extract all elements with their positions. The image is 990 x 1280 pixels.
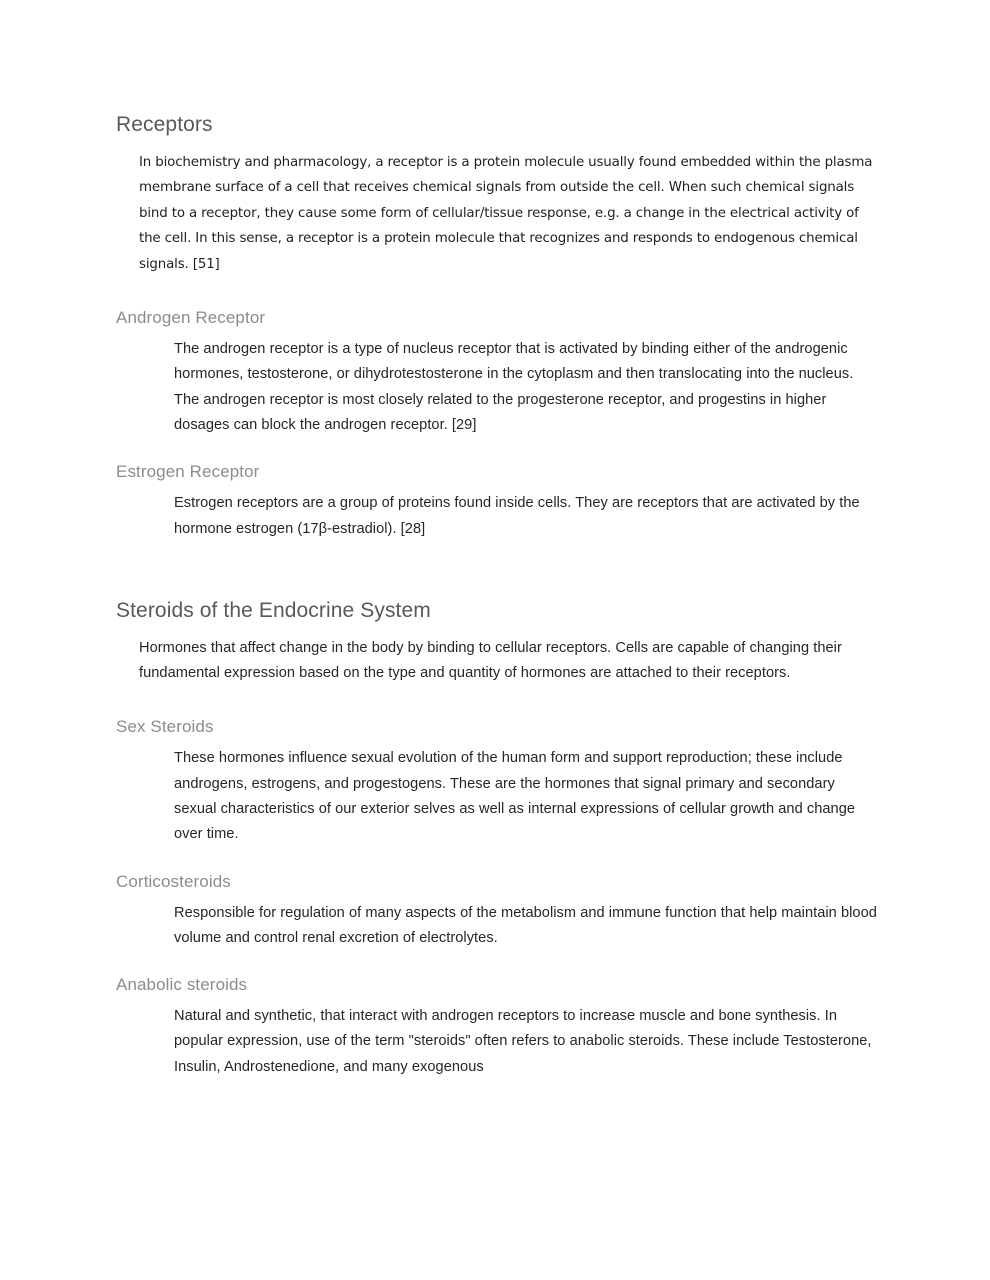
paragraph-anabolic-steroids: Natural and synthetic, that interact with androgen receptors to increase muscle and bone synthesis. In popular expression, use of the term "steroids" often refers to anabolic steroids. These include Testosterone, Insulin, Androstenedione, and many exogenous bbox=[174, 1008, 872, 1075]
paragraph-corticosteroids-wrapper bbox=[174, 901, 878, 952]
heading-androgen-receptor: Androgen Receptor bbox=[116, 308, 266, 328]
paragraph-steroids-endocrine-system-wrapper bbox=[139, 636, 879, 687]
subsection-corticosteroids bbox=[116, 871, 878, 952]
paragraph-anabolic-steroids-wrapper bbox=[174, 1004, 878, 1080]
heading-estrogen-receptor: Estrogen Receptor bbox=[116, 462, 260, 482]
paragraph-androgen-receptor-wrapper bbox=[174, 337, 878, 438]
section-receptors bbox=[116, 112, 878, 542]
paragraph-receptors-wrapper bbox=[139, 150, 879, 277]
paragraph-sex-steroids-wrapper bbox=[174, 746, 878, 847]
paragraph-corticosteroids: Responsible for regulation of many aspects of the metabolism and immune function that help maintain blood volume and control renal excretion of electrolytes. bbox=[174, 904, 877, 946]
paragraph-sex-steroids: These hormones influence sexual evolution of the human form and support reproduction; these include androgens, estrogens, and progestogens. These are the hormones that signal primary and secondary sexual characteristics of our exterior selves as well as internal expressions of cellular growth and change over time. bbox=[174, 750, 856, 843]
heading-corticosteroids: Corticosteroids bbox=[116, 871, 231, 891]
paragraph-receptors: In biochemistry and pharmacology, a receptor is a protein molecule usually found embedded within the plasma membrane surface of a cell that receives chemical signals from outside the cell. When such chemical signals bind to a receptor, they cause some form of cellular/tissue response, e.g. a change in the electrical activity of the cell. In this sense, a receptor is a protein molecule that recognizes and responds to endogenous chemical signals. [51] bbox=[139, 155, 873, 272]
section-steroids-endocrine-system bbox=[116, 598, 878, 1080]
subsection-anabolic-steroids bbox=[116, 974, 878, 1080]
subsection-androgen-receptor bbox=[116, 307, 878, 438]
paragraph-steroids-endocrine-system: Hormones that affect change in the body by binding to cellular receptors. Cells are capable of changing their fundamental expression based on the type and quantity of hormones are attached to their receptors. bbox=[139, 639, 842, 682]
document-body bbox=[116, 112, 878, 1080]
heading-anabolic-steroids: Anabolic steroids bbox=[116, 975, 248, 995]
heading-sex-steroids: Sex Steroids bbox=[116, 717, 214, 737]
heading-receptors: Receptors bbox=[116, 113, 213, 136]
subsection-estrogen-receptor bbox=[116, 461, 878, 542]
subsection-sex-steroids bbox=[116, 716, 878, 847]
heading-steroids-endocrine-system: Steroids of the Endocrine System bbox=[116, 598, 431, 622]
paragraph-estrogen-receptor-wrapper bbox=[174, 491, 878, 542]
paragraph-estrogen-receptor: Estrogen receptors are a group of proteins found inside cells. They are receptors that are activated by the hormone estrogen (17β-estradiol). [28] bbox=[174, 495, 860, 537]
paragraph-androgen-receptor: The androgen receptor is a type of nucleus receptor that is activated by binding either of the androgenic hormones, testosterone, or dihydrotestosterone in the cytoplasm and then translocating into the nucleus. The androgen receptor is most closely related to the progesterone receptor, and progestins in higher dosages can block the androgen receptor. [29] bbox=[174, 341, 854, 433]
